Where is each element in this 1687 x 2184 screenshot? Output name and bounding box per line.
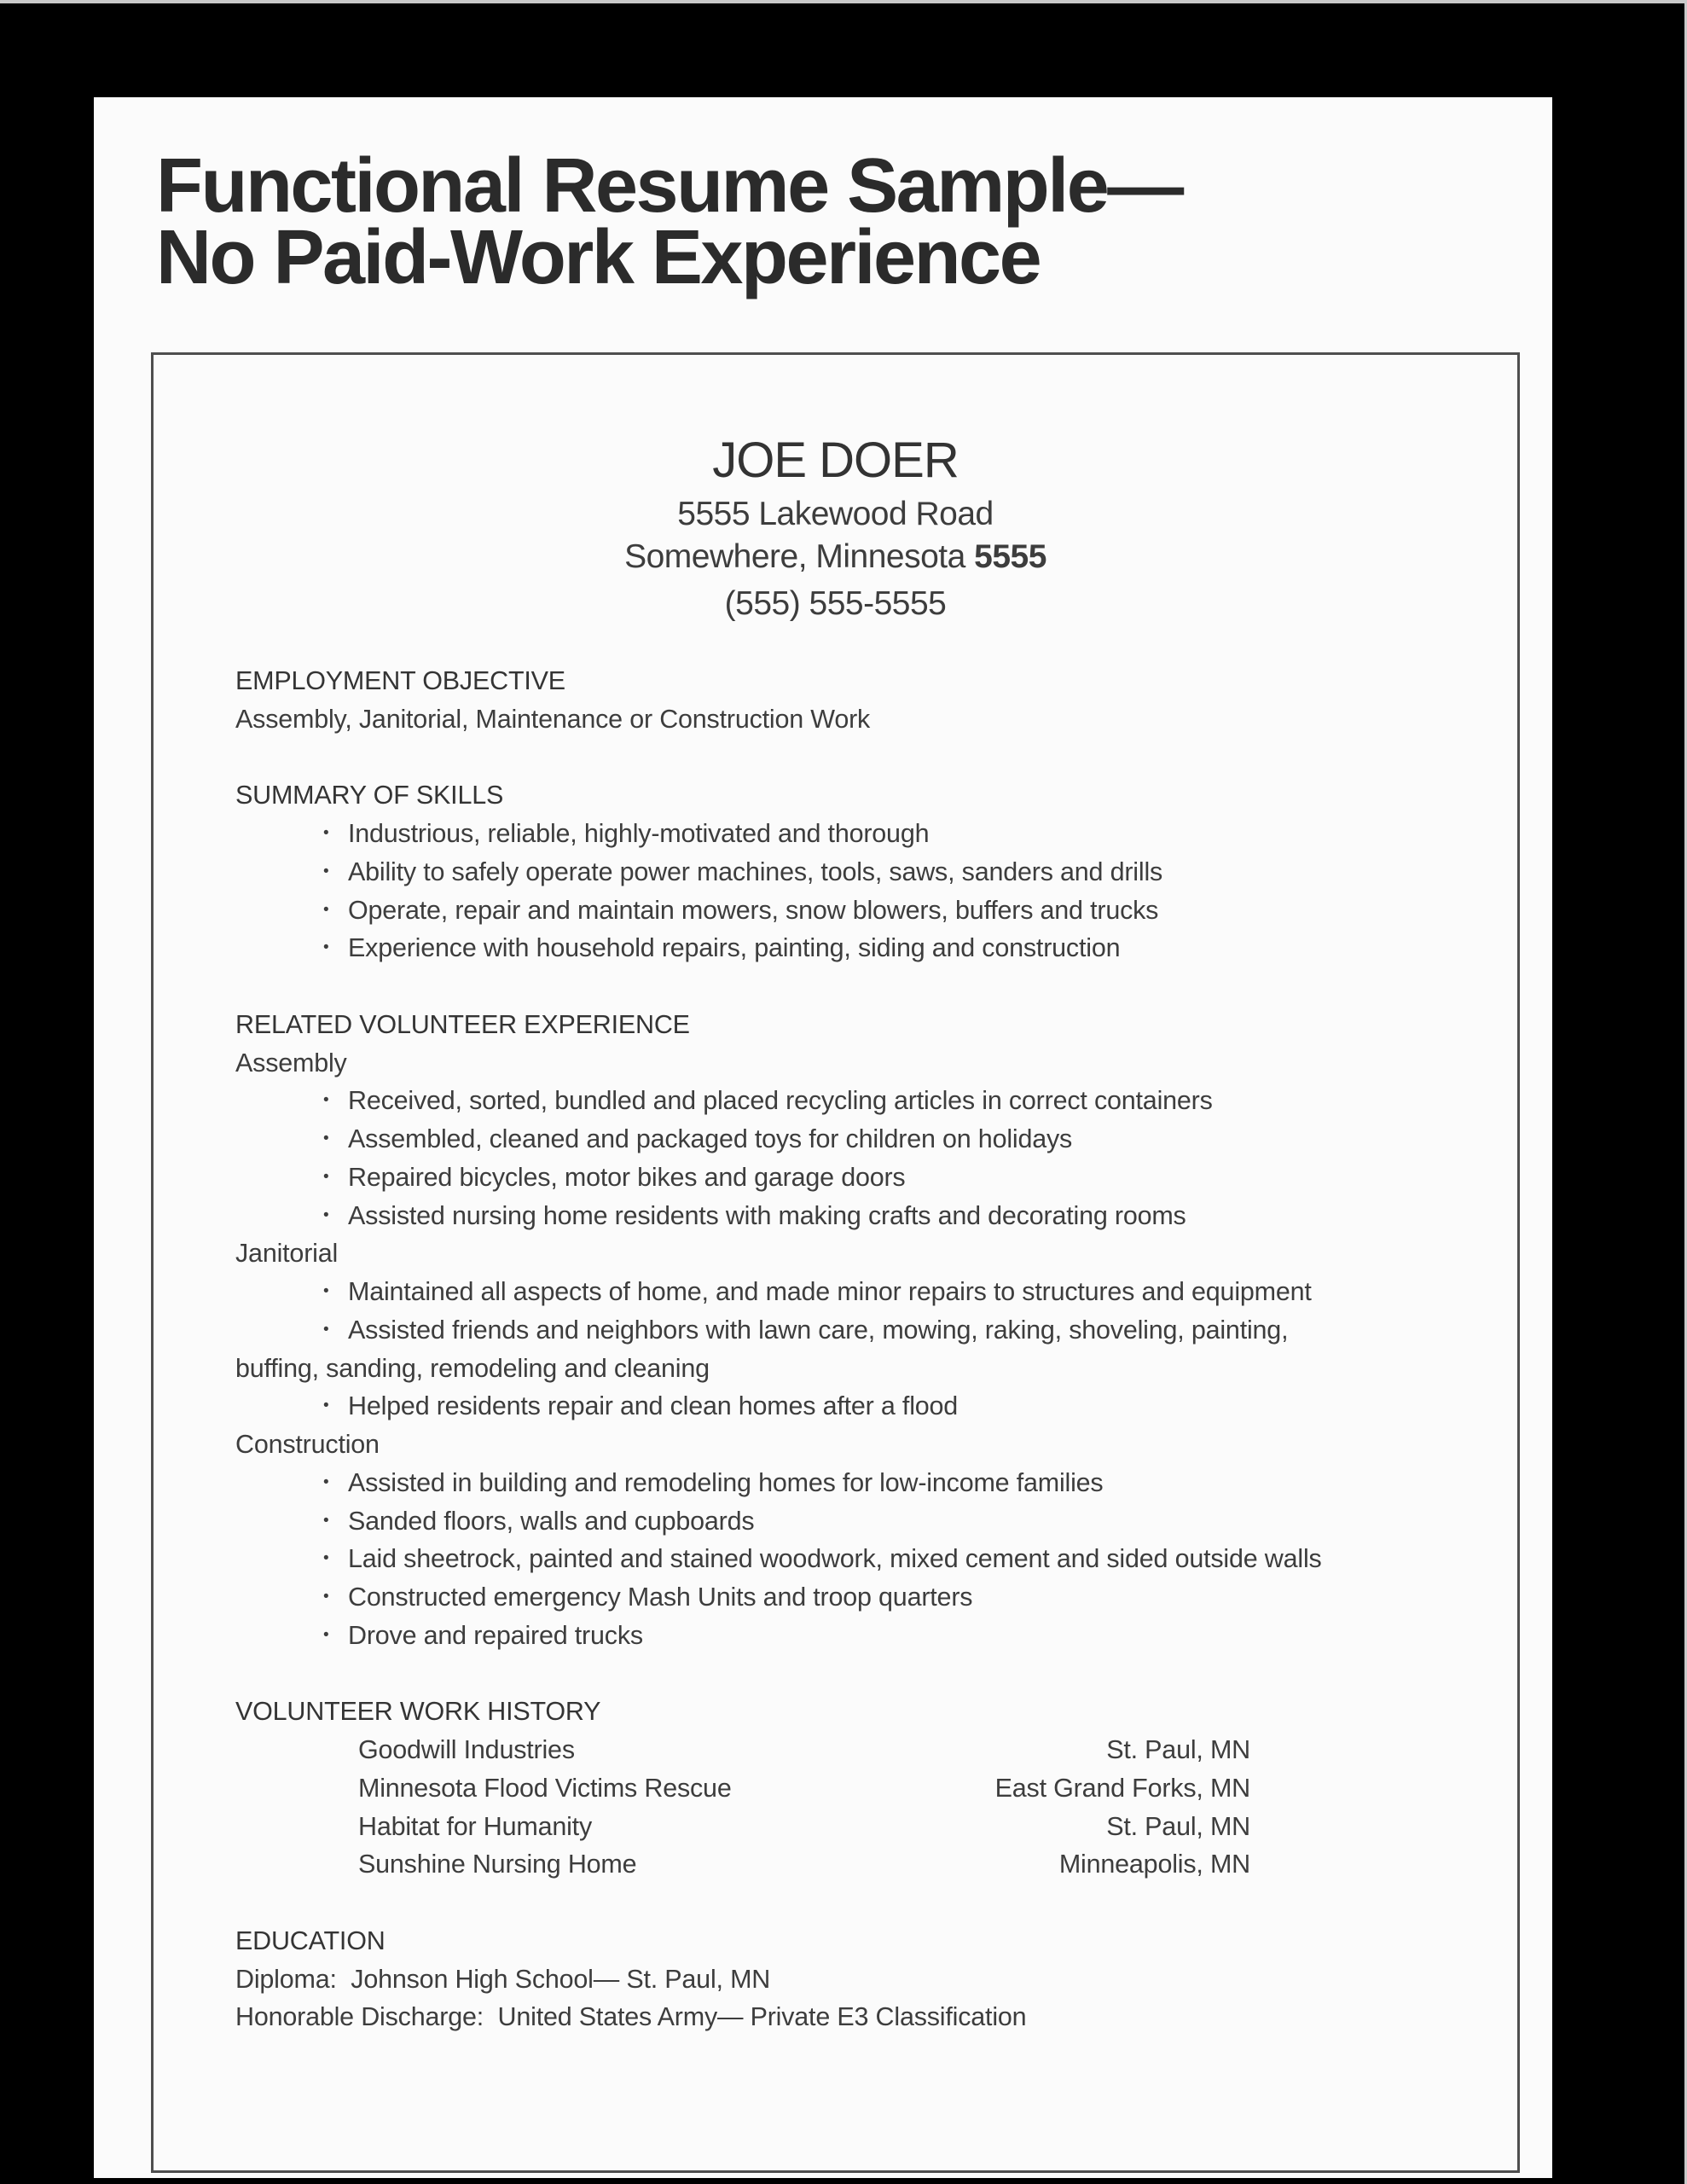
history-organization: Minnesota Flood Victims Rescue xyxy=(358,1773,732,1803)
history-location: Minneapolis, MN xyxy=(1058,1850,1250,1879)
construction-list xyxy=(235,1464,1464,1655)
janitorial-item: • Helped residents repair and clean homes after a flood xyxy=(235,1387,1464,1426)
construction-item: • Sanded floors, walls and cupboards xyxy=(235,1502,1464,1541)
assembly-item: • Assembled, cleaned and packaged toys for children on holidays xyxy=(235,1120,1464,1159)
education-item: Honorable Discharge: United States Army— Private E3 Classification xyxy=(235,2002,1027,2032)
skill-item: • Industrious, reliable, highly-motivated and thorough xyxy=(235,815,1464,853)
janitorial-item-continuation: buffing, sanding, remodeling and cleaning xyxy=(235,1353,710,1383)
assembly-list xyxy=(235,1082,1464,1234)
skill-item: • Experience with household repairs, painting, siding and construction xyxy=(235,929,1464,967)
document-title-line2: No Paid-Work Experience xyxy=(156,215,1041,300)
resume-header xyxy=(154,428,1517,625)
address-zip: 5555 xyxy=(974,538,1046,575)
section-heading-related-volunteer-experience: RELATED VOLUNTEER EXPERIENCE xyxy=(235,1009,690,1039)
document-title xyxy=(156,143,1182,300)
history-location: St. Paul, MN xyxy=(1106,1735,1250,1764)
subsection-title-assembly: Assembly xyxy=(235,1048,347,1077)
history-organization: Sunshine Nursing Home xyxy=(358,1850,637,1879)
history-row xyxy=(235,1808,1464,1846)
construction-item: • Drove and repaired trucks xyxy=(235,1617,1464,1655)
assembly-item: • Assisted nursing home residents with making crafts and decorating rooms xyxy=(235,1197,1464,1235)
assembly-item: • Received, sorted, bundled and placed recycling articles in correct containers xyxy=(235,1082,1464,1120)
construction-item: • Assisted in building and remodeling homes for low-income families xyxy=(235,1464,1464,1502)
section-heading-volunteer-work-history: VOLUNTEER WORK HISTORY xyxy=(235,1697,601,1727)
address-city-state-zip xyxy=(154,536,1517,578)
history-location: East Grand Forks, MN xyxy=(994,1773,1250,1803)
education-item: Diploma: Johnson High School— St. Paul, MN xyxy=(235,1964,771,1994)
construction-item: • Laid sheetrock, painted and stained woodwork, mixed cement and sided outside walls xyxy=(235,1540,1464,1578)
assembly-item: • Repaired bicycles, motor bikes and garage doors xyxy=(235,1159,1464,1197)
history-organization: Goodwill Industries xyxy=(358,1735,575,1764)
history-organization: Habitat for Humanity xyxy=(358,1811,592,1841)
janitorial-item: • Assisted friends and neighbors with lawn care, mowing, raking, shoveling, painting, xyxy=(235,1311,1464,1350)
section-heading-employment-objective: EMPLOYMENT OBJECTIVE xyxy=(235,666,565,695)
address-city-state: Somewhere, Minnesota xyxy=(624,538,975,575)
skill-item: • Ability to safely operate power machines, tools, saws, sanders and drills xyxy=(235,853,1464,892)
history-row xyxy=(235,1769,1464,1808)
history-location: St. Paul, MN xyxy=(1106,1811,1250,1841)
janitorial-list-continued xyxy=(235,1387,1464,1426)
skill-item: • Operate, repair and maintain mowers, snow blowers, buffers and trucks xyxy=(235,892,1464,930)
address-street: 5555 Lakewood Road xyxy=(677,496,994,532)
resume-border-box xyxy=(151,352,1520,2173)
construction-item: • Constructed emergency Mash Units and troop quarters xyxy=(235,1578,1464,1617)
skills-list xyxy=(235,815,1464,967)
section-heading-education: EDUCATION xyxy=(235,1926,386,1955)
history-row xyxy=(235,1845,1464,1884)
janitorial-item: • Maintained all aspects of home, and made minor repairs to structures and equipment xyxy=(235,1273,1464,1311)
subsection-title-construction: Construction xyxy=(235,1430,380,1459)
resume-body xyxy=(235,662,1464,2036)
document-page xyxy=(94,97,1552,2178)
history-row xyxy=(235,1731,1464,1769)
subsection-title-janitorial: Janitorial xyxy=(235,1239,339,1269)
document-title-line1: Functional Resume Sample— xyxy=(156,143,1182,229)
phone-number: (555) 555-5555 xyxy=(724,585,947,622)
section-heading-summary-of-skills: SUMMARY OF SKILLS xyxy=(235,781,504,810)
janitorial-list xyxy=(235,1273,1464,1350)
candidate-name: JOE DOER xyxy=(712,433,959,488)
employment-objective-text: Assembly, Janitorial, Maintenance or Construction Work xyxy=(235,704,871,734)
